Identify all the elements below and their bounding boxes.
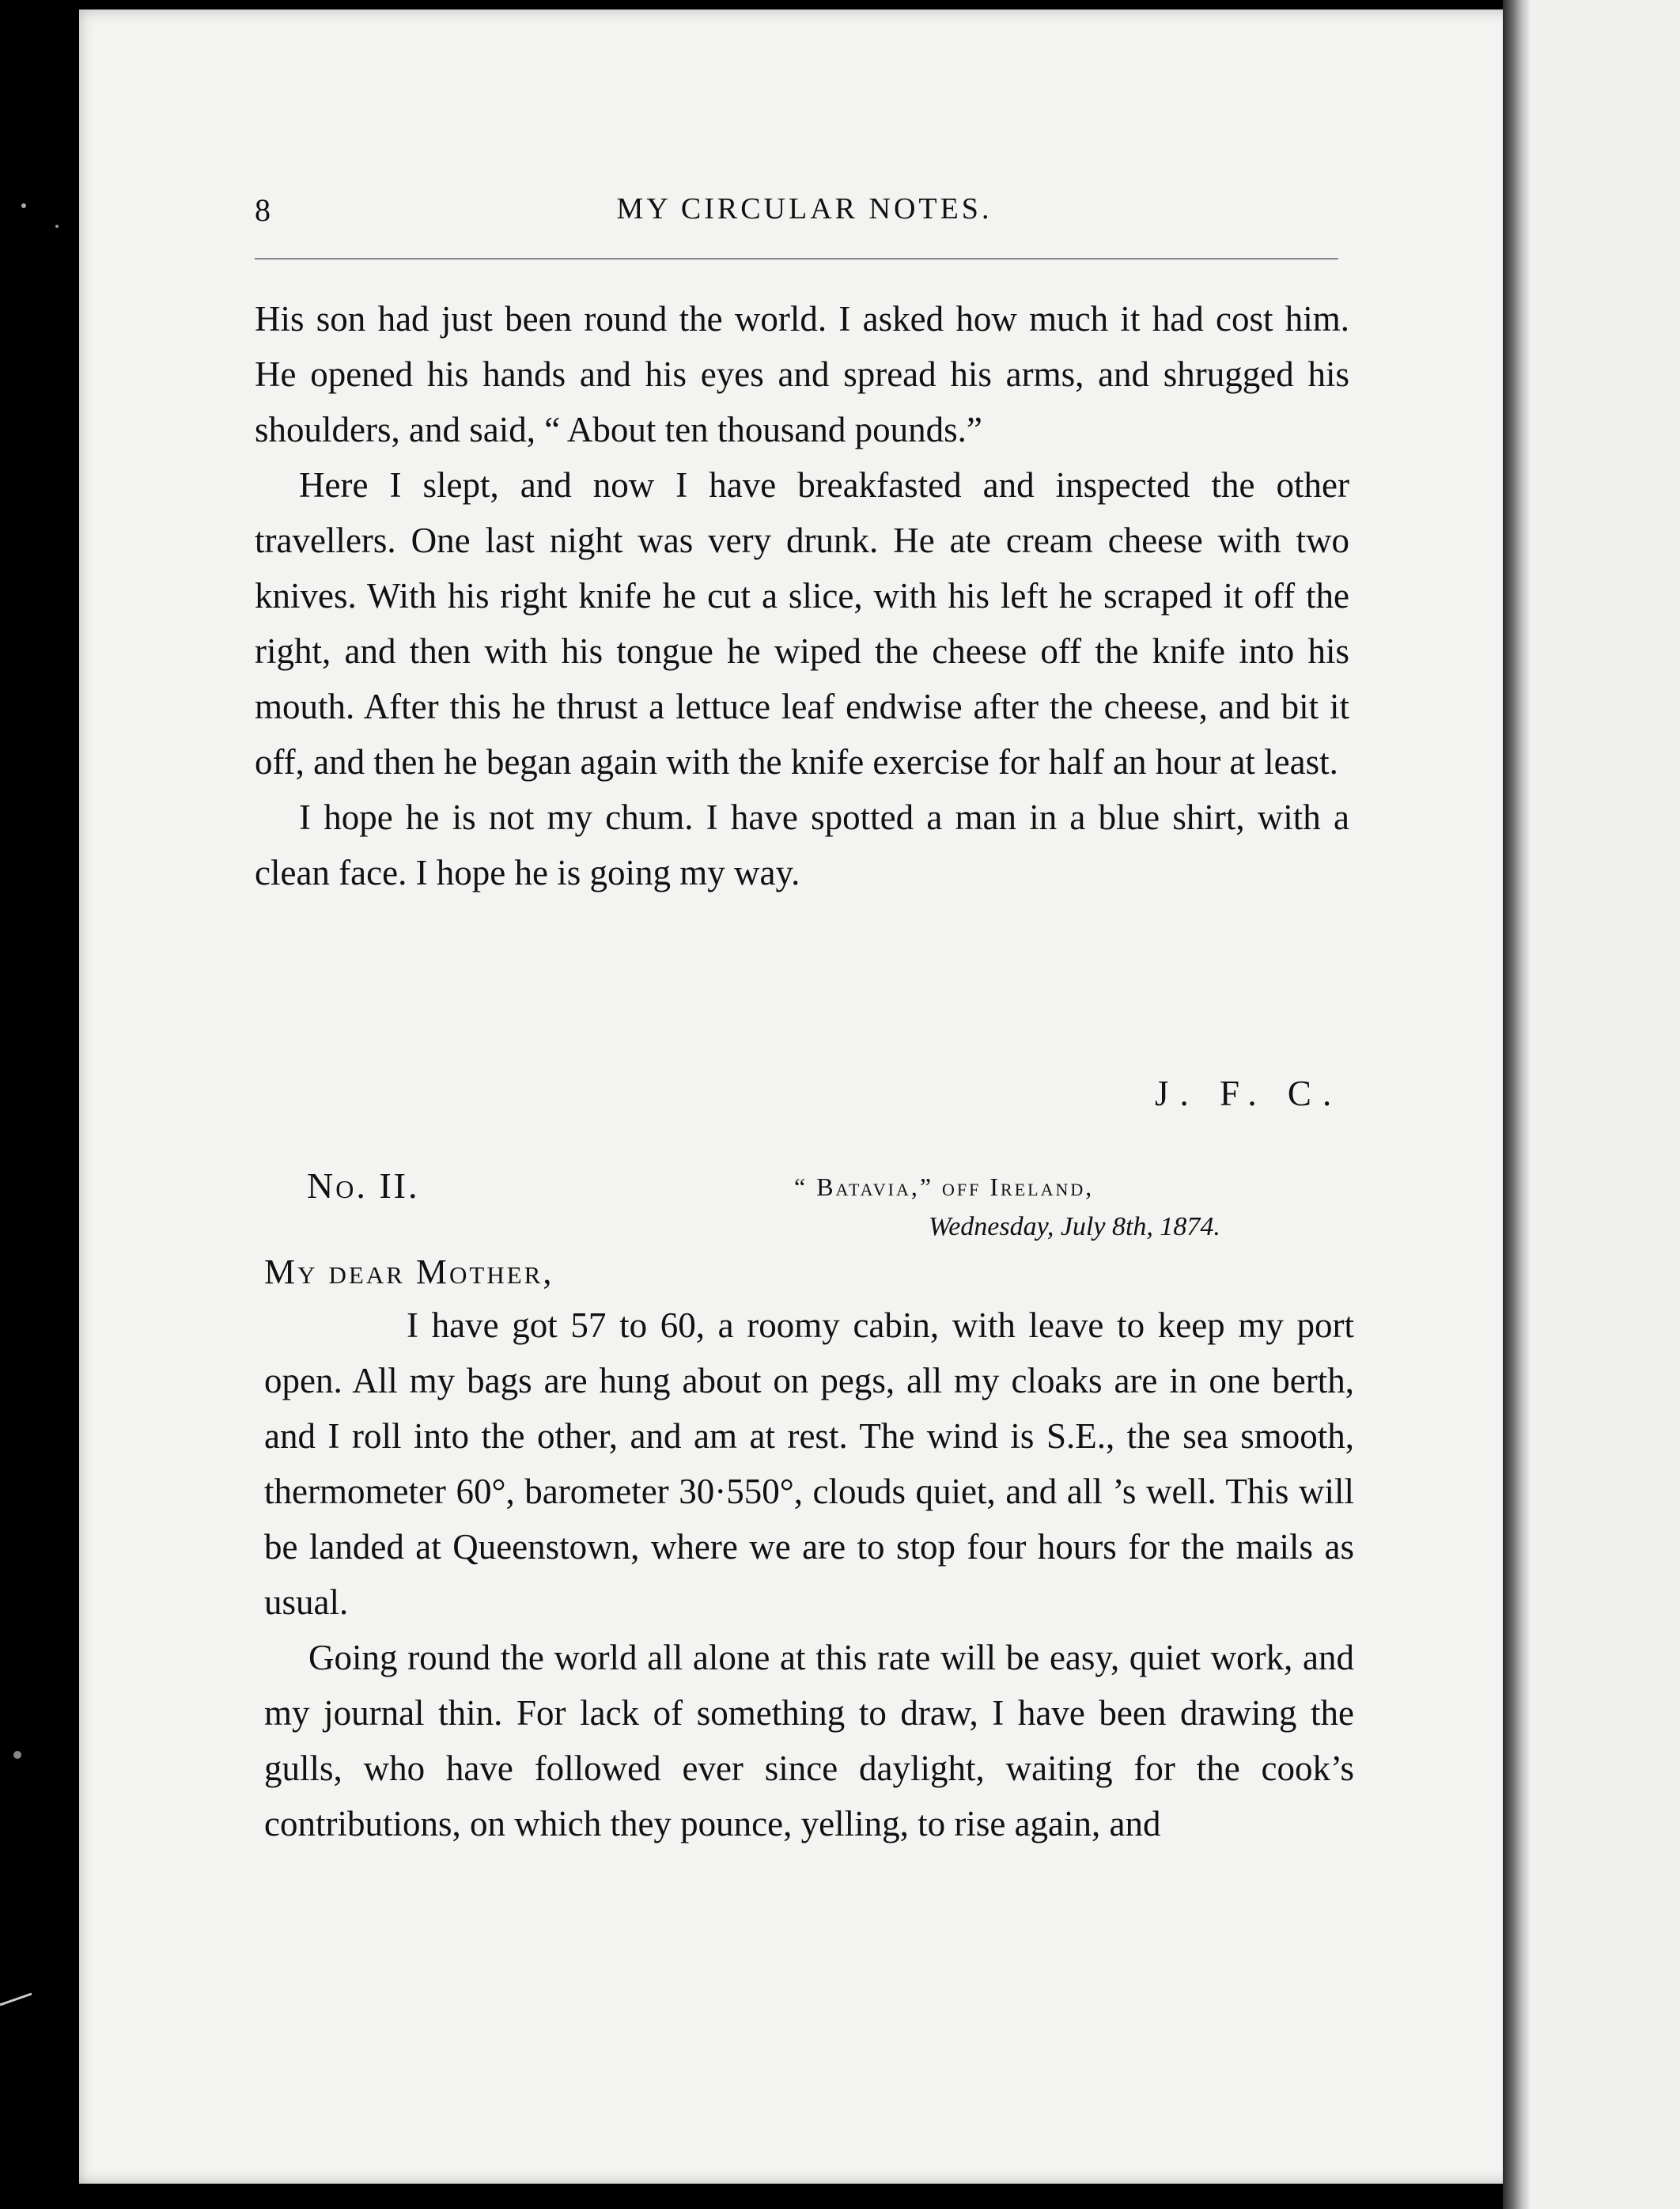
scratch: [0, 1994, 32, 2005]
letter-number: No. II.: [307, 1165, 420, 1206]
dateline-date: Wednesday, July 8th, 1874.: [929, 1212, 1220, 1241]
dateline-place: “ Batavia,” off Ireland,: [794, 1173, 1095, 1201]
header-rule: [255, 258, 1338, 260]
paragraph: I have got 57 to 60, a roomy cabin, with leave to keep my port open. All my bags are hung about on pegs, all my cloaks are in one berth, and I roll into the other, and am at rest. The wind is S.E., the sea smooth, thermometer 60°, barometer 30·550°, clouds quiet, and all ’s well. This will be landed at Queenstown, where we are to stop four hours for the mails as usual.: [264, 1305, 1354, 1622]
paragraph: I hope he is not my chum. I have spotted a man in a blue shirt, with a clean face. I hope he is going my way.: [255, 798, 1349, 892]
paragraph: Here I slept, and now I have breakfasted and inspected the other travellers. One last night was very drunk. He ate cream cheese with two knives. With his right knife he cut a slice, with his left he scraped it off the right, and then with his tongue he wiped the cheese off the knife into his mouth. After this he thrust a lettuce leaf endwise after the cheese, and bit it off, and then he began again with the knife exercise for half an hour at least.: [255, 465, 1349, 782]
paragraph: Going round the world all alone at this rate will be easy, quiet work, and my journal thin. For lack of something to draw, I have been drawing the gulls, who have followed ever since daylight, waiting for the cook’s contributions, on which they pounce, yelling, to rise again, and: [264, 1638, 1354, 1843]
running-head: [255, 191, 1338, 239]
first-letter-body: [255, 291, 1349, 900]
speck: [13, 1751, 21, 1759]
salutation: My dear Mother,: [264, 1252, 554, 1291]
scan-margin-specks: [0, 0, 79, 2209]
page-number: 8: [255, 192, 271, 228]
running-title: MY CIRCULAR NOTES.: [616, 192, 993, 225]
speck: [21, 203, 26, 208]
book-binding: [1503, 0, 1530, 2209]
facing-page-edge: [1530, 0, 1680, 2209]
second-letter-body: [264, 1298, 1354, 1851]
paragraph: His son had just been round the world. I asked how much it had cost him. He opened his hands and his eyes and spread his arms, and shrugged his shoulders, and said, “ About ten thousand pounds.”: [255, 299, 1349, 449]
speck: [55, 225, 59, 228]
signature: J. F. C.: [1155, 1074, 1343, 1113]
